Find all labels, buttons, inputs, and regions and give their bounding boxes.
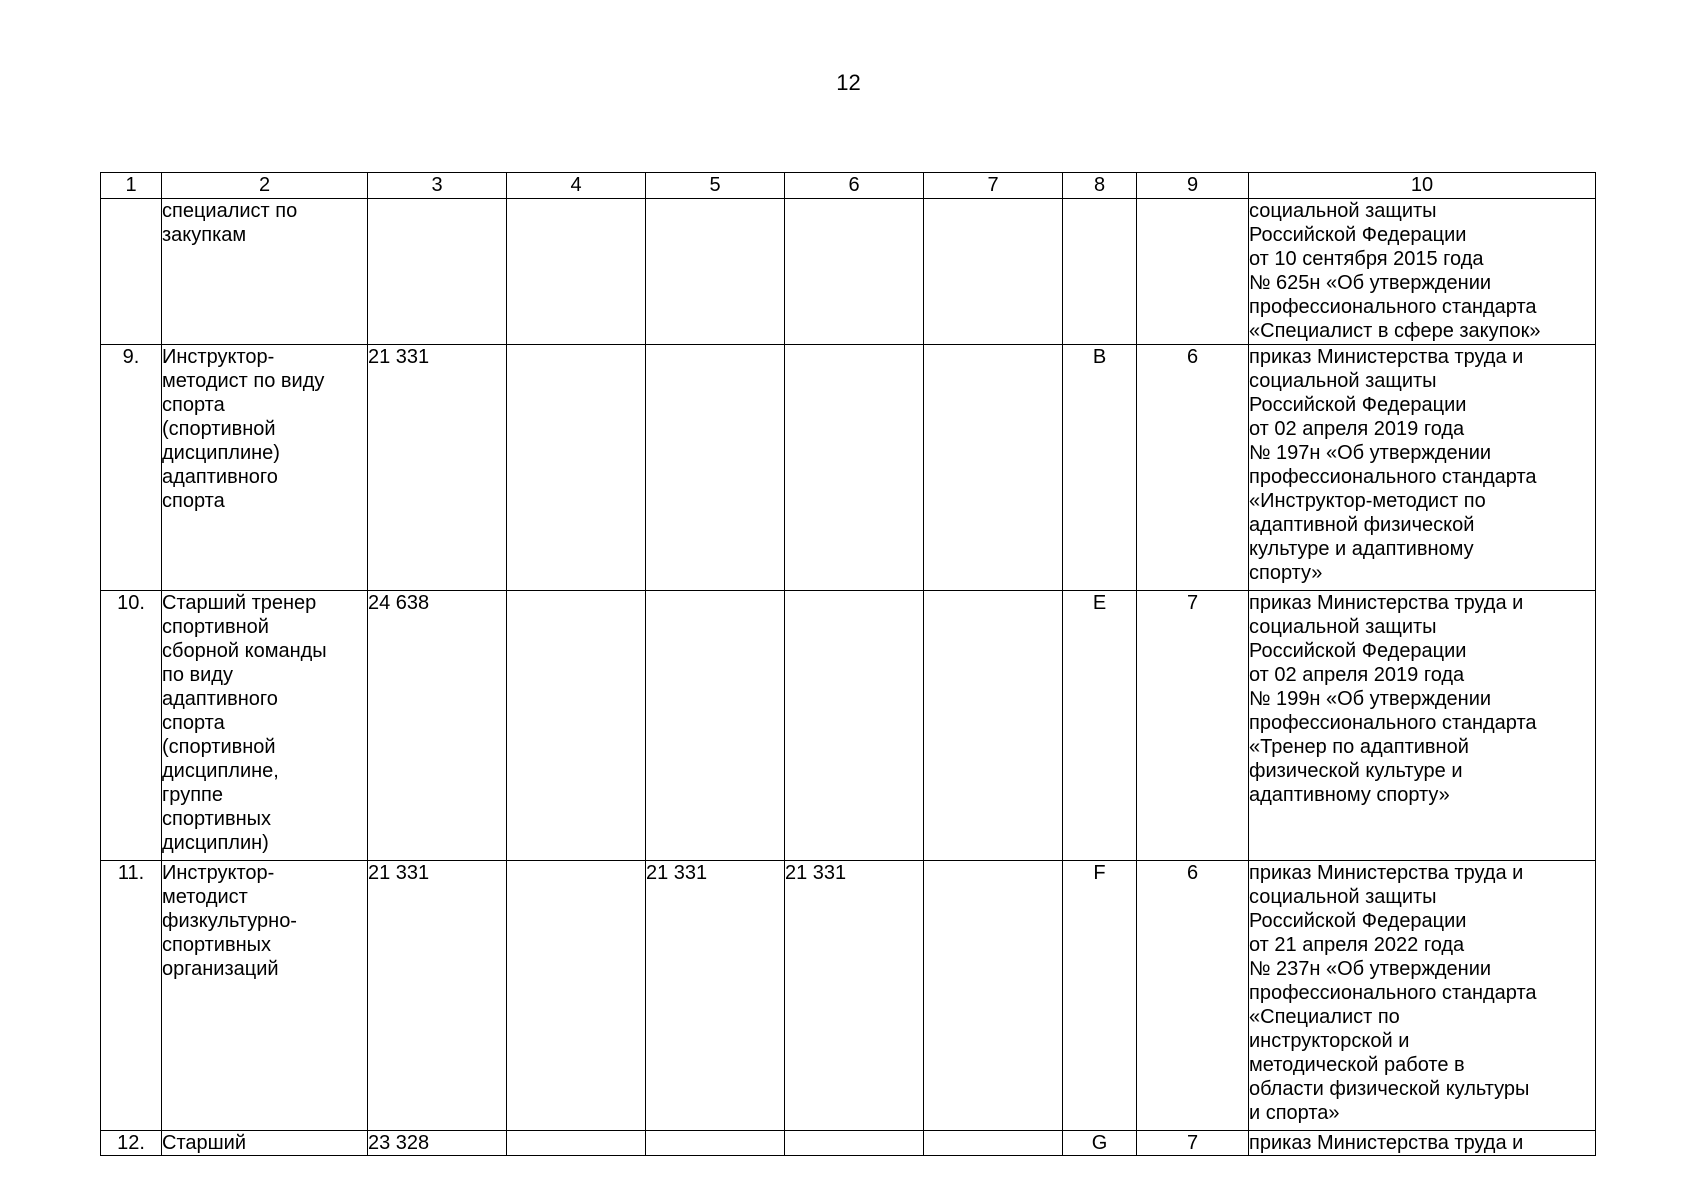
document-cell-line: «Инструктор-методист по [1249,490,1486,512]
salary-cell: 23 328 [368,1131,507,1156]
document-cell-line: от 02 апреля 2019 года [1249,418,1465,440]
value-cell [507,591,646,861]
position-cell-line: организаций [162,958,279,980]
position-cell-line: по виду [162,664,233,686]
position-cell-line: специалист по [162,200,298,222]
document-cell-line: Российской Федерации [1249,394,1467,416]
document-cell-line: профессионального стандарта [1249,296,1537,318]
table-row [101,1131,1596,1156]
value-cell [646,199,785,345]
position-cell-line: дисциплине) [162,442,280,464]
position-cell-line: дисциплин) [162,832,269,854]
value-cell [507,199,646,345]
document-cell-line: профессионального стандарта [1249,466,1537,488]
document-cell-line: и спорта» [1249,1102,1340,1124]
qualification-level-cell: 7 [1137,1131,1249,1156]
document-cell-line: социальной защиты [1249,886,1437,908]
value-cell [646,345,785,591]
document-cell-line: «Тренер по адаптивной [1249,736,1469,758]
document-cell-line: области физической культуры [1249,1078,1530,1100]
document-cell-line: культуре и адаптивному [1249,538,1474,560]
salary-cell: 24 638 [368,591,507,861]
qualification-level-cell: 6 [1137,345,1249,591]
value-cell [785,1131,924,1156]
qualification-level-cell: 6 [1137,861,1249,1131]
value-cell [924,861,1063,1131]
document-cell-line: инструкторской и [1249,1030,1410,1052]
value-cell [785,345,924,591]
document-cell-line: социальной защиты [1249,616,1437,638]
qualification-letter-cell: G [1063,1131,1137,1156]
salary-cell: 21 331 [368,345,507,591]
value-cell [924,199,1063,345]
value-cell [924,591,1063,861]
position-cell-line: адаптивного [162,466,278,488]
document-cell-line: от 02 апреля 2019 года [1249,664,1465,686]
document-cell-line: профессионального стандарта [1249,982,1537,1004]
document-cell-line: «Специалист в сфере закупок» [1249,320,1541,342]
position-cell-line: спорта [162,490,225,512]
position-cell [162,199,368,345]
document-cell-line: Российской Федерации [1249,910,1467,932]
document-cell-line: Российской Федерации [1249,640,1467,662]
row-number-cell [101,199,162,345]
document-cell-line: № 625н «Об утверждении [1249,272,1492,294]
column-header: 2 [162,173,368,199]
position-cell-line: спортивной [162,616,269,638]
document-cell-line: № 237н «Об утверждении [1249,958,1492,980]
document-cell-line: физической культуре и [1249,760,1463,782]
document-cell [1249,199,1596,345]
document-cell-line: адаптивной физической [1249,514,1475,536]
header-row [101,173,1596,199]
position-cell-line: Инструктор- [162,862,275,884]
column-header: 7 [924,173,1063,199]
document-cell-line: от 21 апреля 2022 года [1249,934,1465,956]
document-cell-line: профессионального стандарта [1249,712,1537,734]
row-number-cell: 10. [101,591,162,861]
position-cell-line: спорта [162,712,225,734]
column-header: 5 [646,173,785,199]
column-header: 4 [507,173,646,199]
table-row [101,199,1596,345]
column-header: 6 [785,173,924,199]
value-cell [646,1131,785,1156]
value-cell [785,199,924,345]
position-cell-line: Старший тренер [162,592,317,614]
qualification-level-cell: 7 [1137,591,1249,861]
value-cell [646,591,785,861]
document-cell-line: адаптивному спорту» [1249,784,1450,806]
position-cell-line: методист по виду [162,370,325,392]
position-cell-line: методист [162,886,248,908]
position-cell-line: Старший [162,1132,247,1154]
document-cell-line: от 10 сентября 2015 года [1249,248,1484,270]
document-cell [1249,861,1596,1131]
position-cell-line: спортивных [162,808,272,830]
row-number-cell: 12. [101,1131,162,1156]
value-cell: 21 331 [785,861,924,1131]
qualification-level-cell [1137,199,1249,345]
qualification-letter-cell [1063,199,1137,345]
position-cell-line: (спортивной [162,736,276,758]
position-cell [162,345,368,591]
table-row [101,861,1596,1131]
document-table [100,172,1596,1156]
column-header: 1 [101,173,162,199]
qualification-letter-cell: F [1063,861,1137,1131]
position-cell-line: спорта [162,394,225,416]
document-cell-line: № 197н «Об утверждении [1249,442,1492,464]
document-cell-line: методической работе в [1249,1054,1465,1076]
table-row [101,591,1596,861]
salary-cell [368,199,507,345]
column-header: 9 [1137,173,1249,199]
document-cell-line: № 199н «Об утверждении [1249,688,1492,710]
value-cell: 21 331 [646,861,785,1131]
qualification-letter-cell: B [1063,345,1137,591]
position-cell-line: физкультурно- [162,910,297,932]
salary-cell: 21 331 [368,861,507,1131]
row-number-cell: 9. [101,345,162,591]
document-cell-line: приказ Министерства труда и [1249,862,1524,884]
column-header: 10 [1249,173,1596,199]
position-cell [162,1131,368,1156]
document-cell-line: спорту» [1249,562,1323,584]
position-cell-line: группе [162,784,223,806]
document-cell-line: приказ Министерства труда и [1249,1132,1524,1154]
position-cell-line: (спортивной [162,418,276,440]
position-cell-line: закупкам [162,224,247,246]
column-header: 8 [1063,173,1137,199]
document-cell-line: приказ Министерства труда и [1249,592,1524,614]
position-cell-line: спортивных [162,934,272,956]
position-cell [162,861,368,1131]
value-cell [507,861,646,1131]
value-cell [924,1131,1063,1156]
document-cell-line: приказ Министерства труда и [1249,346,1524,368]
position-cell-line: Инструктор- [162,346,275,368]
document-cell [1249,1131,1596,1156]
page-number: 12 [836,70,861,95]
document-cell-line: социальной защиты [1249,200,1437,222]
position-cell-line: адаптивного [162,688,278,710]
value-cell [507,345,646,591]
position-cell-line: сборной команды [162,640,327,662]
position-cell [162,591,368,861]
value-cell [507,1131,646,1156]
row-number-cell: 11. [101,861,162,1131]
value-cell [785,591,924,861]
value-cell [924,345,1063,591]
document-cell-line: «Специалист по [1249,1006,1400,1028]
column-header: 3 [368,173,507,199]
document-cell [1249,345,1596,591]
qualification-letter-cell: E [1063,591,1137,861]
table-row [101,345,1596,591]
document-cell-line: Российской Федерации [1249,224,1467,246]
document-cell-line: социальной защиты [1249,370,1437,392]
document-cell [1249,591,1596,861]
position-cell-line: дисциплине, [162,760,279,782]
